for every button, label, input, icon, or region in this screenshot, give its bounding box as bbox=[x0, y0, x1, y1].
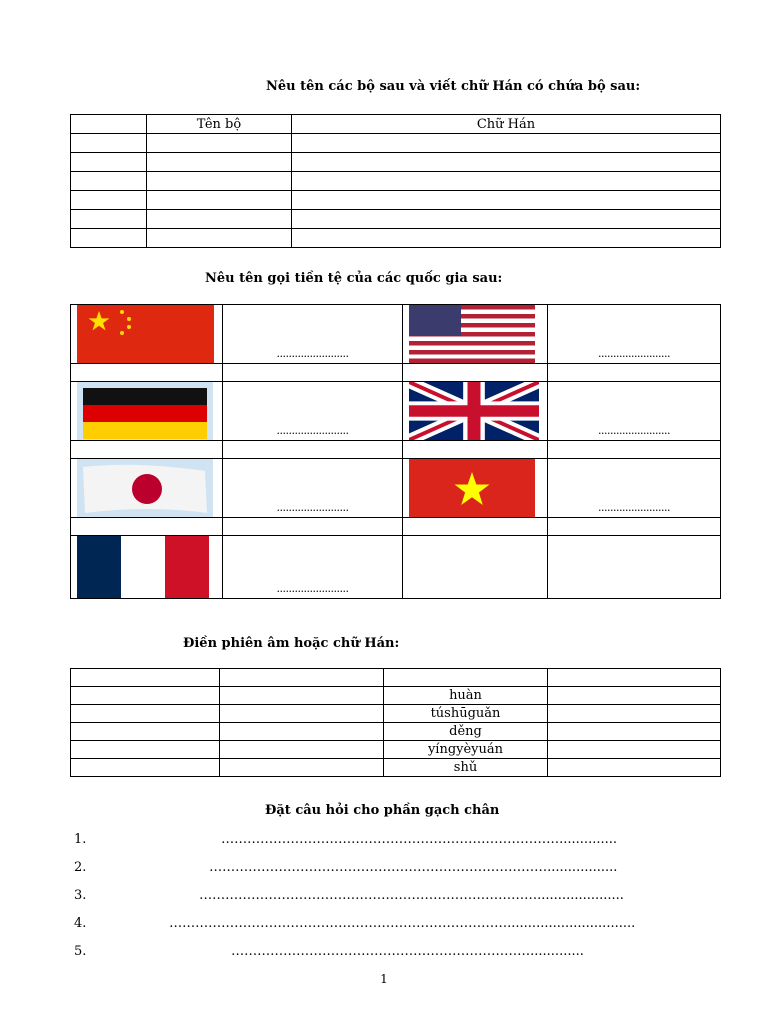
col-chu-han: Chữ Hán bbox=[292, 115, 721, 134]
vietnam-flag-icon bbox=[409, 459, 535, 517]
page-number: 1 bbox=[380, 972, 388, 986]
currency-blank: ........................ bbox=[598, 424, 670, 437]
question-line[interactable]: 2. ……………………………………………………………………................. bbox=[74, 860, 618, 875]
japan-flag-icon bbox=[77, 459, 213, 517]
table-row bbox=[71, 305, 721, 364]
pinyin-header-row bbox=[71, 669, 721, 687]
question-line[interactable]: 5. ……………………………………………………………............. bbox=[74, 944, 584, 959]
question-line[interactable]: 1. …………………………………………………………………….............. bbox=[74, 832, 617, 847]
usa-flag-icon bbox=[409, 305, 535, 363]
currency-blank: ........................ bbox=[276, 501, 349, 514]
table-row bbox=[71, 229, 721, 248]
table-row: shǔ bbox=[71, 759, 721, 777]
table-row bbox=[71, 172, 721, 191]
section1-instruction: Nêu tên các bộ sau và viết chữ Hán có chứa bộ sau: bbox=[266, 79, 641, 94]
table-row bbox=[71, 134, 721, 153]
currency-blank: ........................ bbox=[598, 347, 670, 360]
table-row: túshūguǎn bbox=[71, 705, 721, 723]
currency-table bbox=[70, 304, 721, 599]
table-row: huàn bbox=[71, 687, 721, 705]
section2-instruction: Nêu tên gọi tiền tệ của các quốc gia sau: bbox=[205, 271, 503, 286]
france-flag-icon bbox=[77, 536, 209, 598]
radicals-header-row bbox=[71, 115, 721, 134]
table-row: yíngyèyuán bbox=[71, 741, 721, 759]
currency-blank: ........................ bbox=[276, 582, 349, 595]
germany-flag-icon bbox=[77, 382, 213, 441]
question-line[interactable]: 4. ……………………………………………………………………............................... bbox=[74, 916, 636, 931]
table-row: děng bbox=[71, 723, 721, 741]
section4-instruction: Đặt câu hỏi cho phần gạch chân bbox=[265, 803, 500, 818]
table-row bbox=[71, 536, 721, 599]
china-flag-icon bbox=[77, 305, 214, 363]
table-row bbox=[71, 459, 721, 518]
col-ten-bo: Tên bộ bbox=[147, 115, 292, 134]
table-row bbox=[71, 210, 721, 229]
currency-blank: ........................ bbox=[598, 501, 670, 514]
radicals-table bbox=[70, 114, 721, 248]
currency-blank: ........................ bbox=[276, 424, 349, 437]
table-row bbox=[71, 382, 721, 441]
table-row bbox=[71, 153, 721, 172]
uk-flag-icon bbox=[409, 382, 539, 440]
pinyin-table bbox=[70, 668, 721, 777]
question-line[interactable]: 3. ……………………………………………………………………..................... bbox=[74, 888, 624, 903]
section3-instruction: Điền phiên âm hoặc chữ Hán: bbox=[183, 636, 400, 651]
currency-blank: ........................ bbox=[276, 347, 349, 360]
table-row bbox=[71, 191, 721, 210]
